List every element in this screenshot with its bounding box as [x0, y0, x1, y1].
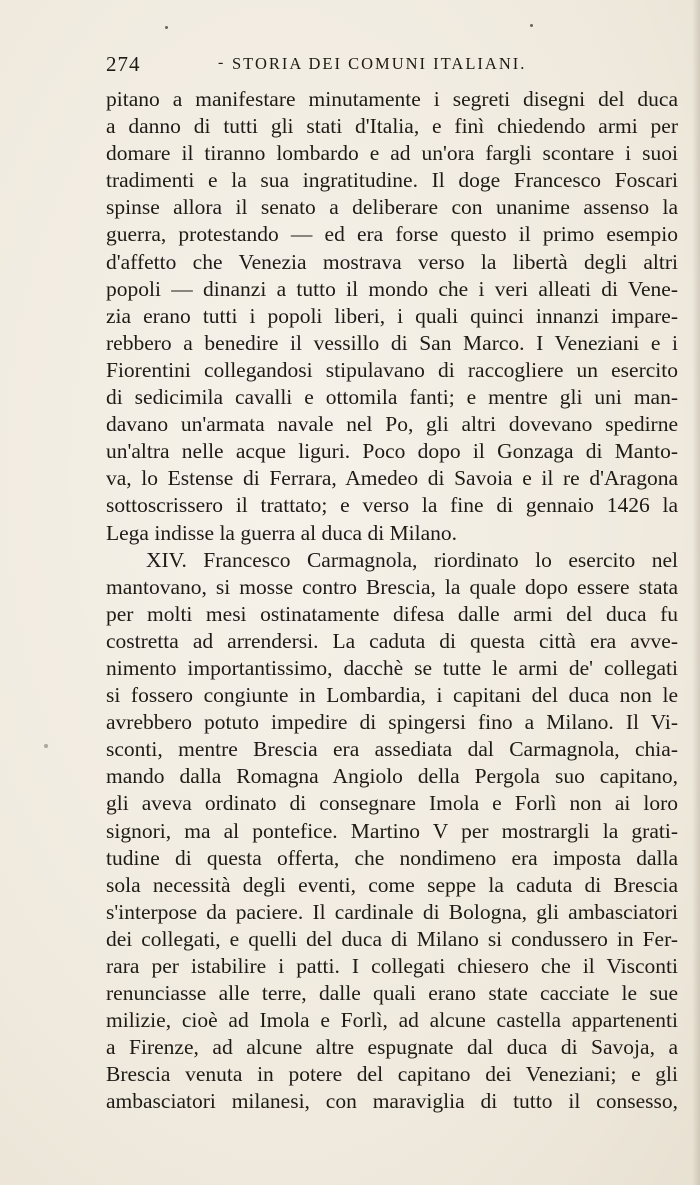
text-line: signori, ma al pontefice. Martino V per mostrargli la grati-: [106, 818, 678, 843]
text-line: spinse allora il senato a deliberare con unanime assenso la: [106, 195, 678, 220]
text-line: domare il tiranno lombardo e ad un'ora fargli scontare i suoi: [106, 141, 678, 166]
text-line: mando dalla Romagna Angiolo della Pergola suo capitano,: [106, 764, 678, 789]
text-line: ambasciatori milanesi, con maraviglia di tutto il consesso,: [106, 1089, 678, 1114]
text-line: d'affetto che Venezia mostrava verso la libertà degli altri: [106, 249, 678, 274]
text-line: sola necessità degli eventi, come seppe la caduta di Brescia: [106, 872, 678, 897]
text-line: costretta ad arrendersi. La caduta di questa città era avve-: [106, 628, 678, 653]
text-line: va, lo Estense di Ferrara, Amedeo di Savoia e il re d'Aragona: [106, 466, 678, 491]
paragraph-end-line: Lega indisse la guerra al duca di Milano.: [106, 520, 458, 545]
text-line: per molti mesi ostinatamente difesa dalle armi del duca fu: [106, 601, 678, 626]
paper-speck: [530, 24, 533, 27]
text-line: s'interpose da paciere. Il cardinale di Bologna, gli ambasciatori: [106, 899, 678, 924]
text-line: zia erano tutti i popoli liberi, i quali quinci innanzi impare-: [106, 303, 678, 328]
body-text: [106, 86, 678, 1116]
page-header: [106, 52, 680, 82]
text-line: pitano a manifestare minutamente i segreti disegni del duca: [106, 87, 678, 111]
text-line: a danno di tutti gli stati d'Italia, e finì chiedendo armi per: [106, 114, 678, 139]
paper-speck: [165, 26, 168, 29]
section-start-line: XIV. Francesco Carmagnola, riordinato lo esercito nel: [146, 547, 678, 572]
text-line: popoli — dinanzi a tutto il mondo che i veri alleati di Vene-: [106, 276, 678, 301]
text-line: Fiorentini collegandosi stipulavano di raccogliere un esercito: [106, 357, 678, 382]
text-line: di sedicimila cavalli e ottomila fanti; e mentre gli uni man-: [106, 385, 678, 410]
text-line: sottoscrissero il trattato; e verso la fine di gennaio 1426 la: [106, 493, 678, 518]
text-line: a Firenze, ad alcune altre espugnate dal duca di Savoja, a: [106, 1035, 678, 1060]
text-line: nimento importantissimo, dacchè se tutte le armi de' collegati: [106, 655, 678, 680]
header-separator: -: [218, 54, 225, 71]
text-line: rebbero a benedire il vessillo di San Marco. I Veneziani e i: [106, 330, 678, 355]
paper-speck: [44, 744, 48, 748]
text-line: avrebbero potuto impedire di spingersi fino a Milano. Il Vi-: [106, 710, 678, 735]
page-edge-shadow: [692, 0, 700, 1185]
text-line: dei collegati, e quelli del duca di Milano si condussero in Fer-: [106, 926, 678, 951]
text-line: mantovano, si mosse contro Brescia, la quale dopo essere stata: [106, 574, 678, 599]
running-title: STORIA DEI COMUNI ITALIANI.: [232, 54, 527, 73]
text-line: davano un'armata navale nel Po, gli altri dovevano spedirne: [106, 412, 678, 437]
text-line: Brescia venuta in potere del capitano dei Veneziani; e gli: [106, 1062, 678, 1087]
text-line: guerra, protestando — ed era forse questo il primo esempio: [106, 222, 678, 247]
text-line: un'altra nelle acque liguri. Poco dopo il Gonzaga di Manto-: [106, 439, 678, 464]
text-line: si fossero congiunte in Lombardia, i capitani del duca non le: [106, 683, 678, 708]
text-line: renunciasse alle terre, dalle quali erano state cacciate le sue: [106, 981, 678, 1006]
text-line: sconti, mentre Brescia era assediata dal Carmagnola, chia-: [106, 737, 678, 762]
page-number: 274: [106, 52, 141, 76]
text-line: gli aveva ordinato di consegnare Imola e Forlì non ai loro: [106, 791, 678, 816]
text-line: milizie, cioè ad Imola e Forlì, ad alcune castella appartenenti: [106, 1008, 678, 1033]
text-line: tudine di questa offerta, che nondimeno era imposta dalla: [106, 845, 678, 870]
text-line: tradimenti e la sua ingratitudine. Il doge Francesco Foscari: [106, 168, 678, 193]
text-line: rara per istabilire i patti. I collegati chiesero che il Visconti: [106, 954, 678, 978]
